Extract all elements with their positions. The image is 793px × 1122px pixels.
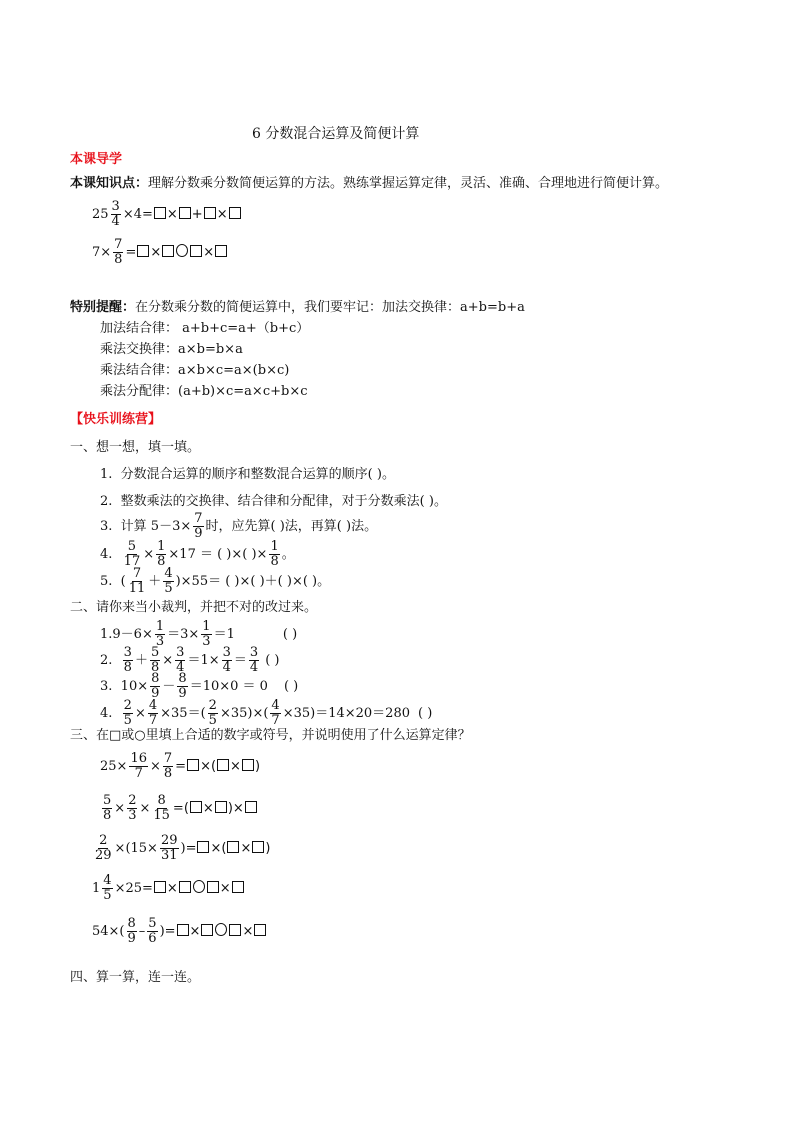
- fraction: [128, 567, 147, 596]
- blank-box[interactable]: [232, 881, 244, 893]
- s3-item-5: [92, 917, 267, 946]
- math-text: ＝1×: [187, 652, 220, 668]
- section4-heading: 四、算一算，连一连。: [70, 970, 201, 985]
- blank-box[interactable]: [154, 207, 166, 219]
- blank-pattern: ( × )×: [184, 801, 258, 817]
- math-text: ＋: [134, 652, 148, 668]
- fraction-numerator: 8: [157, 793, 166, 808]
- fraction-denominator: 9: [151, 686, 160, 701]
- math-text: [102, 794, 112, 823]
- expression: 7×: [92, 244, 112, 260]
- math-text: [123, 646, 133, 675]
- math-text: ×35＝(: [160, 705, 206, 721]
- blank-box[interactable]: [179, 207, 191, 219]
- fraction-denominator: 8: [103, 808, 112, 823]
- fraction-denominator: 15: [153, 808, 170, 823]
- fraction-numerator: 2: [128, 793, 137, 808]
- fraction-numerator: 5: [127, 539, 137, 554]
- math-text: ＝: [233, 652, 247, 668]
- fraction-numerator: 4: [148, 698, 158, 713]
- blank-box[interactable]: [215, 801, 227, 813]
- blank-box[interactable]: [197, 841, 209, 853]
- math-text: [147, 917, 157, 946]
- blank-box[interactable]: [252, 841, 264, 853]
- math-text: ＝3×: [167, 626, 200, 642]
- fraction-denominator: 5: [164, 581, 173, 596]
- fraction: [269, 540, 279, 569]
- blank-box[interactable]: [179, 881, 191, 893]
- section3-heading: 三、在□或○里填上合适的数字或符号，并说明使用了什么运算定律？: [70, 728, 471, 743]
- math-text: 9－6×: [112, 626, 153, 642]
- s3-item-3: [92, 834, 270, 863]
- fraction-denominator: 8: [150, 660, 160, 675]
- math-text: [160, 834, 179, 863]
- section2-heading: 二、请你来当小裁判，并把不对的改过来。: [70, 600, 318, 615]
- fraction-numerator: 5: [150, 645, 160, 660]
- math-text: [201, 620, 211, 649]
- math-text: 10×: [120, 678, 149, 694]
- math-text: [102, 874, 112, 903]
- fraction-denominator: 8: [114, 252, 123, 267]
- math-text: [123, 699, 133, 728]
- fraction-numerator: 4: [103, 873, 112, 888]
- s1-item-4: [100, 540, 295, 569]
- s3-item-4: [92, 874, 245, 903]
- fraction-numerator: 2: [99, 833, 108, 848]
- blank-box[interactable]: [217, 759, 229, 771]
- law-item: 乘法交换律：a×b=b×a: [100, 342, 243, 357]
- fraction-denominator: 3: [155, 634, 165, 649]
- judge-bracket[interactable]: ( ): [418, 705, 433, 721]
- fraction-denominator: 3: [202, 634, 211, 649]
- fraction-numerator: 3: [111, 199, 120, 214]
- fraction-denominator: 8: [157, 554, 166, 569]
- fraction-numerator: 8: [178, 671, 187, 686]
- s1-item-3: [100, 512, 377, 541]
- law-item: 乘法结合律：a×b×c=a×(b×c): [100, 363, 290, 378]
- fraction-denominator: 7: [271, 713, 280, 728]
- blank-box[interactable]: [187, 759, 199, 771]
- math-text: [208, 699, 218, 728]
- blank-pattern: × + ×: [153, 207, 242, 223]
- fraction-denominator: 7: [134, 766, 143, 781]
- math-text: (: [120, 573, 126, 589]
- guide-heading: 本课导学: [70, 152, 123, 167]
- fraction-denominator: 4: [249, 660, 259, 675]
- math-text: ×35)×(: [219, 705, 269, 721]
- math-text: [150, 672, 160, 701]
- fraction-numerator: 7: [163, 751, 173, 766]
- math-text: ＋: [148, 573, 162, 589]
- fraction-denominator: 8: [123, 660, 132, 675]
- math-text: 5.: [100, 573, 113, 589]
- fraction: [123, 540, 142, 569]
- math-text: [152, 794, 171, 823]
- fraction-numerator: 8: [127, 916, 136, 931]
- whole-number: 25: [92, 206, 109, 222]
- math-text: [129, 752, 148, 781]
- judge-bracket[interactable]: ( ): [283, 678, 299, 694]
- fraction-denominator: 8: [163, 766, 173, 781]
- math-text: 3.: [100, 678, 113, 694]
- example-1: [92, 200, 242, 229]
- s1-item-2: [100, 494, 447, 510]
- math-text: =: [172, 800, 184, 816]
- math-text: ×: [114, 800, 126, 816]
- math-text: 2.: [100, 652, 113, 668]
- blank-circle[interactable]: [215, 923, 227, 936]
- expression: =: [125, 244, 137, 260]
- math-text: [270, 699, 280, 728]
- math-text: 54×(: [92, 923, 125, 939]
- math-text: ×25=: [114, 880, 153, 896]
- s3-item-2: [100, 794, 258, 823]
- math-text: ＝10×0 ＝ 0: [189, 678, 268, 694]
- blank-box[interactable]: [201, 924, 213, 936]
- math-text: ×: [162, 652, 174, 668]
- blank-box[interactable]: [154, 881, 166, 893]
- math-text: ×: [139, 800, 151, 816]
- fraction-denominator: 3: [128, 808, 137, 823]
- fraction: [163, 567, 173, 596]
- fraction-denominator: 5: [208, 713, 217, 728]
- fraction: [113, 238, 123, 267]
- fraction-numerator: 3: [176, 645, 185, 660]
- math-text: ×35)＝14×20＝280: [282, 705, 410, 721]
- s1-item-1: [100, 467, 395, 483]
- fraction-numerator: 1: [155, 619, 165, 634]
- camp-heading: 【快乐训练营】: [70, 412, 162, 427]
- math-text: )=: [159, 923, 176, 939]
- blank-pattern: ×( × ): [186, 759, 260, 775]
- math-text: [94, 834, 113, 863]
- blank-pattern: × ×: [136, 244, 228, 261]
- fraction: [193, 512, 203, 541]
- math-text: 分数混合运算的顺序和整数混合运算的顺序( )。: [120, 467, 395, 482]
- math-text: [163, 752, 173, 781]
- math-text: )×55＝ ( )×( )＋( )×( )。: [175, 573, 331, 589]
- s2-item-3: [100, 672, 298, 701]
- fraction: [156, 540, 166, 569]
- blank-box[interactable]: [242, 759, 254, 771]
- math-text: ×: [134, 705, 146, 721]
- blank-box[interactable]: [204, 207, 216, 219]
- math-text: [222, 646, 232, 675]
- knowledge-line: [70, 176, 668, 192]
- math-text: 1.: [100, 626, 113, 642]
- math-text: [249, 646, 259, 675]
- math-text: =: [175, 758, 187, 774]
- law-item: 加法结合律： a+b+c=a+（b+c）: [100, 321, 310, 336]
- fraction-denominator: 29: [95, 848, 112, 863]
- expression: ×4=: [122, 206, 153, 222]
- blank-pattern: ×( × ): [196, 841, 270, 857]
- s3-item-1: [100, 752, 260, 781]
- math-text: [177, 672, 187, 701]
- fraction-numerator: 7: [114, 237, 123, 252]
- s2-item-2: [100, 646, 279, 675]
- fraction-numerator: 29: [160, 833, 178, 848]
- math-text: [127, 917, 137, 946]
- blank-box[interactable]: [229, 924, 241, 936]
- math-text: 4.: [100, 546, 113, 562]
- blank-pattern: × ×: [176, 923, 268, 940]
- math-text: 4.: [100, 705, 113, 721]
- blank-pattern: × ×: [153, 880, 245, 897]
- math-text: ＝1: [213, 626, 235, 642]
- fraction-denominator: 9: [178, 686, 187, 701]
- math-text: 3.: [100, 518, 113, 534]
- fraction-numerator: 3: [249, 645, 259, 660]
- fraction-denominator: 9: [194, 526, 203, 541]
- fraction-numerator: 5: [103, 793, 112, 808]
- blank-box[interactable]: [162, 245, 174, 257]
- fraction-denominator: 9: [127, 931, 136, 946]
- judge-bracket[interactable]: ( ): [282, 626, 298, 642]
- law-item: 乘法分配律：(a+b)×c=a×c+b×c: [100, 384, 308, 399]
- math-text: 。: [281, 546, 295, 562]
- blank-box[interactable]: [190, 245, 202, 257]
- blank-box[interactable]: [137, 245, 149, 257]
- blank-circle[interactable]: [193, 880, 205, 893]
- math-text: 1.: [100, 467, 113, 482]
- math-text: [127, 794, 137, 823]
- fraction-numerator: 7: [132, 566, 142, 581]
- reminder-intro: 在分数乘分数的简便运算中，我们要牢记：加法交换律：a+b=b+a: [135, 300, 525, 315]
- blank-box[interactable]: [227, 841, 239, 853]
- math-text: 整数乘法的交换律、结合律和分配律，对于分数乘法( )。: [120, 494, 447, 509]
- s1-item-5: [100, 567, 330, 596]
- fraction-denominator: 8: [270, 554, 279, 569]
- reminder-line: [70, 300, 525, 316]
- blank-box[interactable]: [190, 801, 202, 813]
- fraction-numerator: 5: [148, 916, 157, 931]
- blank-box[interactable]: [245, 801, 257, 813]
- fraction-denominator: 5: [103, 888, 112, 903]
- math-text: [148, 699, 158, 728]
- fraction-numerator: 1: [270, 539, 279, 554]
- knowledge-label: 本课知识点：: [70, 176, 149, 191]
- fraction-denominator: 6: [148, 931, 157, 946]
- math-text: 25×: [100, 758, 128, 774]
- fraction-numerator: 2: [123, 698, 132, 713]
- math-text: 2.: [100, 494, 113, 509]
- fraction-denominator: 5: [123, 713, 132, 728]
- fraction-denominator: 11: [128, 581, 146, 596]
- blank-circle[interactable]: [176, 244, 188, 257]
- judge-bracket[interactable]: ( ): [265, 652, 280, 668]
- knowledge-text: 理解分数乘分数简便运算的方法。熟练掌握运算定律，灵活、准确、合理地进行简便计算。: [148, 176, 669, 191]
- fraction-numerator: 3: [123, 645, 132, 660]
- fraction-numerator: 4: [164, 566, 173, 581]
- blank-box[interactable]: [254, 924, 266, 936]
- s2-item-4: [100, 699, 432, 728]
- fraction-numerator: 7: [194, 511, 203, 526]
- math-text: 时，应先算( )法，再算( )法。: [205, 518, 378, 534]
- fraction-denominator: 31: [160, 848, 178, 863]
- fraction-numerator: 8: [151, 671, 160, 686]
- math-text: 1: [92, 880, 101, 896]
- math-text: )=: [180, 840, 197, 856]
- page-title: 6 分数混合运算及简便计算: [252, 126, 420, 142]
- fraction: [111, 200, 121, 229]
- fraction-numerator: 2: [208, 698, 217, 713]
- fraction-numerator: 1: [157, 539, 166, 554]
- fraction-numerator: 1: [202, 619, 211, 634]
- math-text: 计算 5－3×: [120, 518, 192, 534]
- math-text: ×17 ＝ ( )×( )×: [168, 546, 268, 562]
- math-text: －: [162, 678, 176, 694]
- fraction-numerator: 3: [222, 645, 231, 660]
- reminder-label: 特别提醒：: [70, 300, 136, 315]
- fraction-numerator: 4: [271, 698, 280, 713]
- blank-box[interactable]: [215, 245, 227, 257]
- example-2: [92, 238, 228, 267]
- fraction-denominator: 4: [176, 660, 185, 675]
- math-text: –: [138, 923, 146, 939]
- fraction-denominator: 7: [148, 713, 158, 728]
- fraction-denominator: 17: [123, 554, 141, 569]
- blank-box[interactable]: [207, 881, 219, 893]
- blank-box[interactable]: [177, 924, 189, 936]
- math-text: ×: [143, 546, 155, 562]
- blank-box[interactable]: [229, 207, 241, 219]
- fraction-denominator: 4: [111, 214, 120, 229]
- fraction-denominator: 4: [222, 660, 231, 675]
- math-text: ×(15×: [114, 840, 158, 856]
- math-text: ×: [149, 758, 161, 774]
- fraction-numerator: 16: [130, 751, 147, 766]
- section1-heading: 一、想一想，填一填。: [70, 440, 201, 455]
